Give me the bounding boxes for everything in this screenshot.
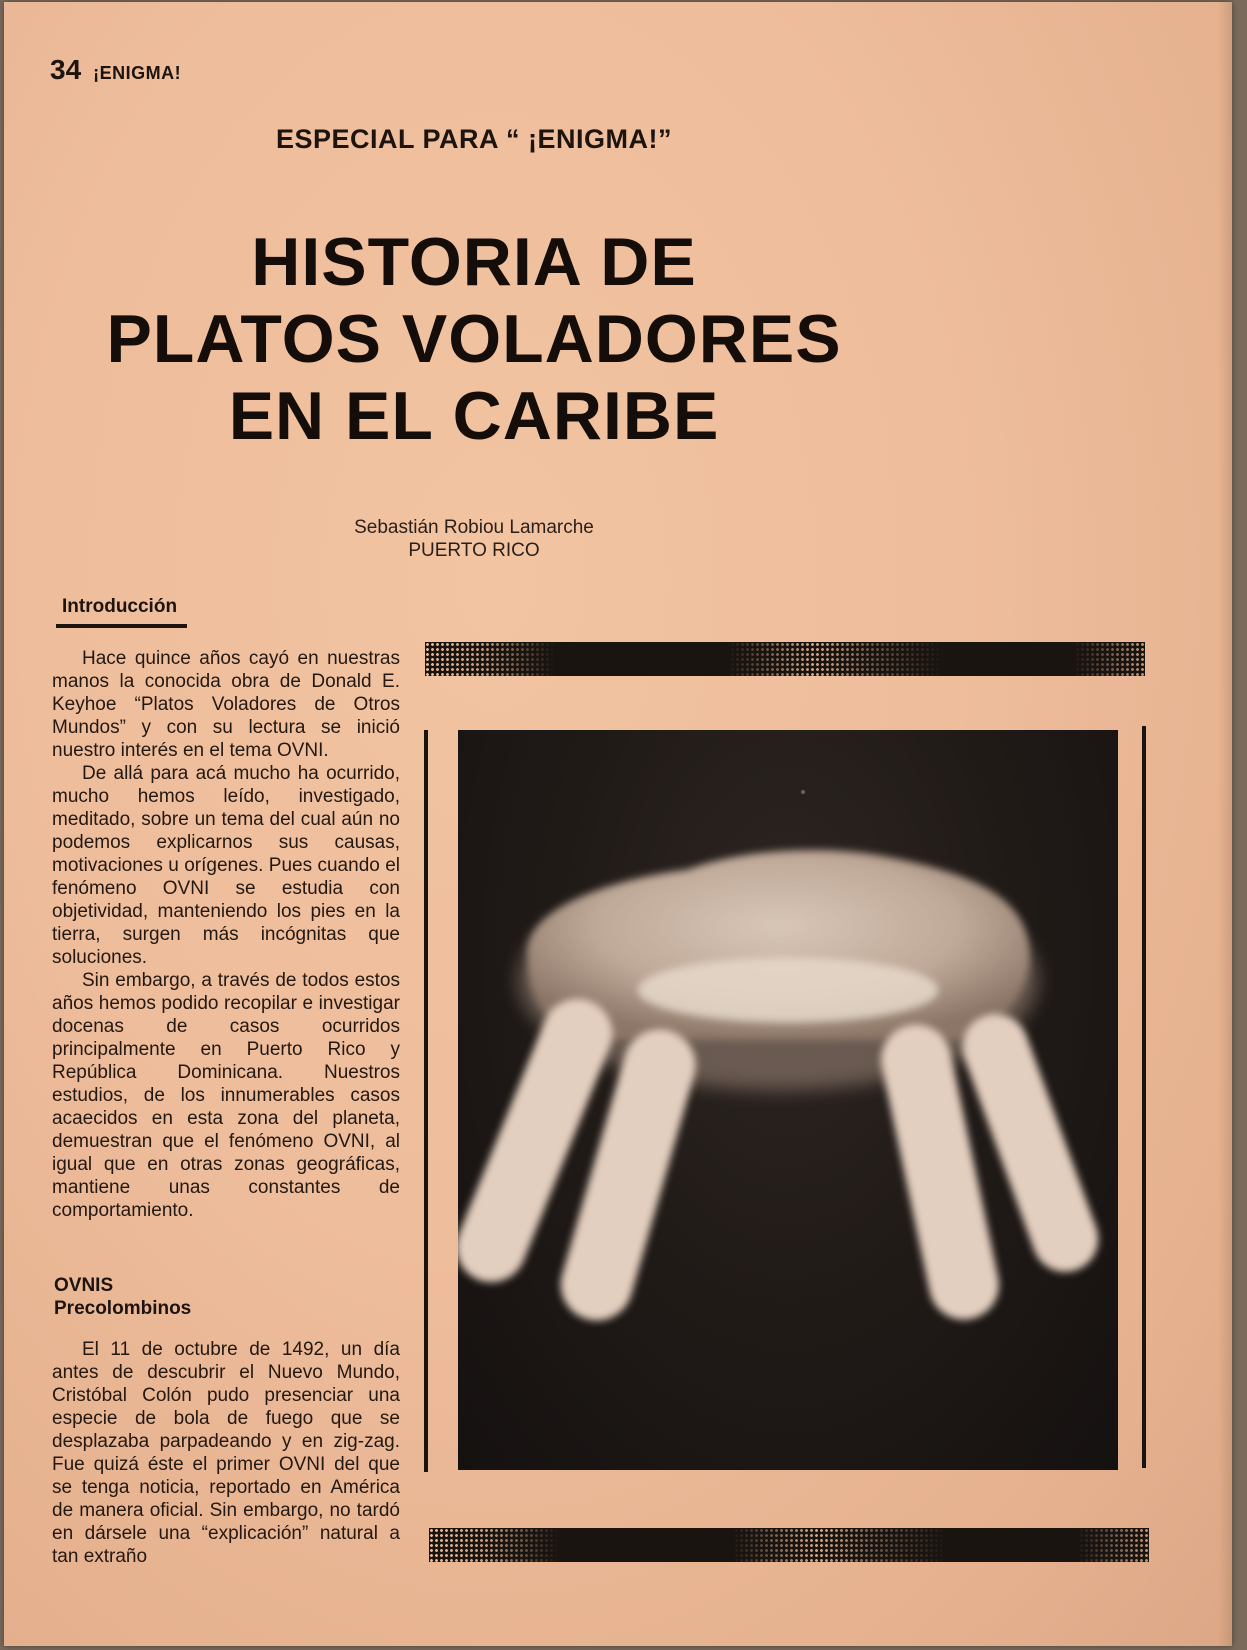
frame-rule-right (1142, 726, 1146, 1468)
photo-speck (801, 790, 805, 794)
byline (254, 516, 694, 562)
intro-heading: Introducción (56, 596, 187, 628)
halftone-bar-bottom (429, 1528, 1149, 1562)
precolombinos-heading-line-1: OVNIS (54, 1275, 114, 1296)
precolombinos-paragraph-1: El 11 de octubre de 1492, un día antes de descubrir el Nuevo Mundo, Cristóbal Colón pudo presenciar una especie de bola de fuego que se desplazaba parpadeando y en zig-zag. Fue quizá éste el primer OVNI del que se tenga noticia, reportado en América de manera oficial. Sin embargo, no tardó en dársele una “explicación” natural a tan extraño (52, 1339, 400, 1567)
frame-rule-left (424, 730, 428, 1472)
precolombinos-body (52, 1338, 400, 1568)
author-location: PUERTO RICO (408, 540, 540, 561)
page-header (50, 54, 181, 86)
author-name: Sebastián Robiou Lamarche (354, 517, 594, 538)
page-edge-shadow (1218, 2, 1232, 1646)
precolombinos-heading-line-2: Precolombinos (54, 1298, 192, 1319)
page-number: 34 (50, 54, 82, 85)
halftone-bar-top (425, 642, 1145, 676)
intro-body (52, 647, 400, 1222)
title-line-3: EN EL CARIBE (228, 378, 720, 454)
intro-paragraph-1: Hace quince años cayó en nuestras manos la conocida obra de Donald E. Keyhoe “Platos Voladores de Otros Mundos” y con su lectura se inició nuestro interés en el tema OVNI. (52, 648, 400, 761)
precolombinos-heading (54, 1274, 191, 1320)
article-title (24, 224, 924, 455)
title-line-1: HISTORIA DE (251, 224, 697, 300)
title-line-2: PLATOS VOLADORES (106, 301, 842, 377)
magazine-page (4, 2, 1232, 1646)
intro-paragraph-2: De allá para acá mucho ha ocurrido, mucho hemos leído, investigado, meditado, sobre un tema del cual aún no podemos explicarnos sus causas, motivaciones u orígenes. Pues cuando el fenómeno OVNI se estudia con objetividad, manteniendo los pies en la tierra, surgen más incógnitas que soluciones. (52, 763, 400, 968)
intro-paragraph-3: Sin embargo, a través de todos estos años hemos podido recopilar e investigar docenas de casos ocurridos principalmente en Puerto Rico y República Dominicana. Nuestros estudios, de los innumerables casos acaecidos en esta zona del planeta, demuestran que el fenómeno OVNI, al igual que en otras zonas geográficas, mantiene unas constantes de comportamiento. (52, 970, 400, 1221)
magazine-name: ¡ENIGMA! (93, 63, 182, 83)
special-kicker: ESPECIAL PARA “ ¡ENIGMA!” (275, 124, 673, 154)
ufo-photograph (458, 730, 1118, 1470)
ufo-photo-image (458, 730, 1118, 1470)
